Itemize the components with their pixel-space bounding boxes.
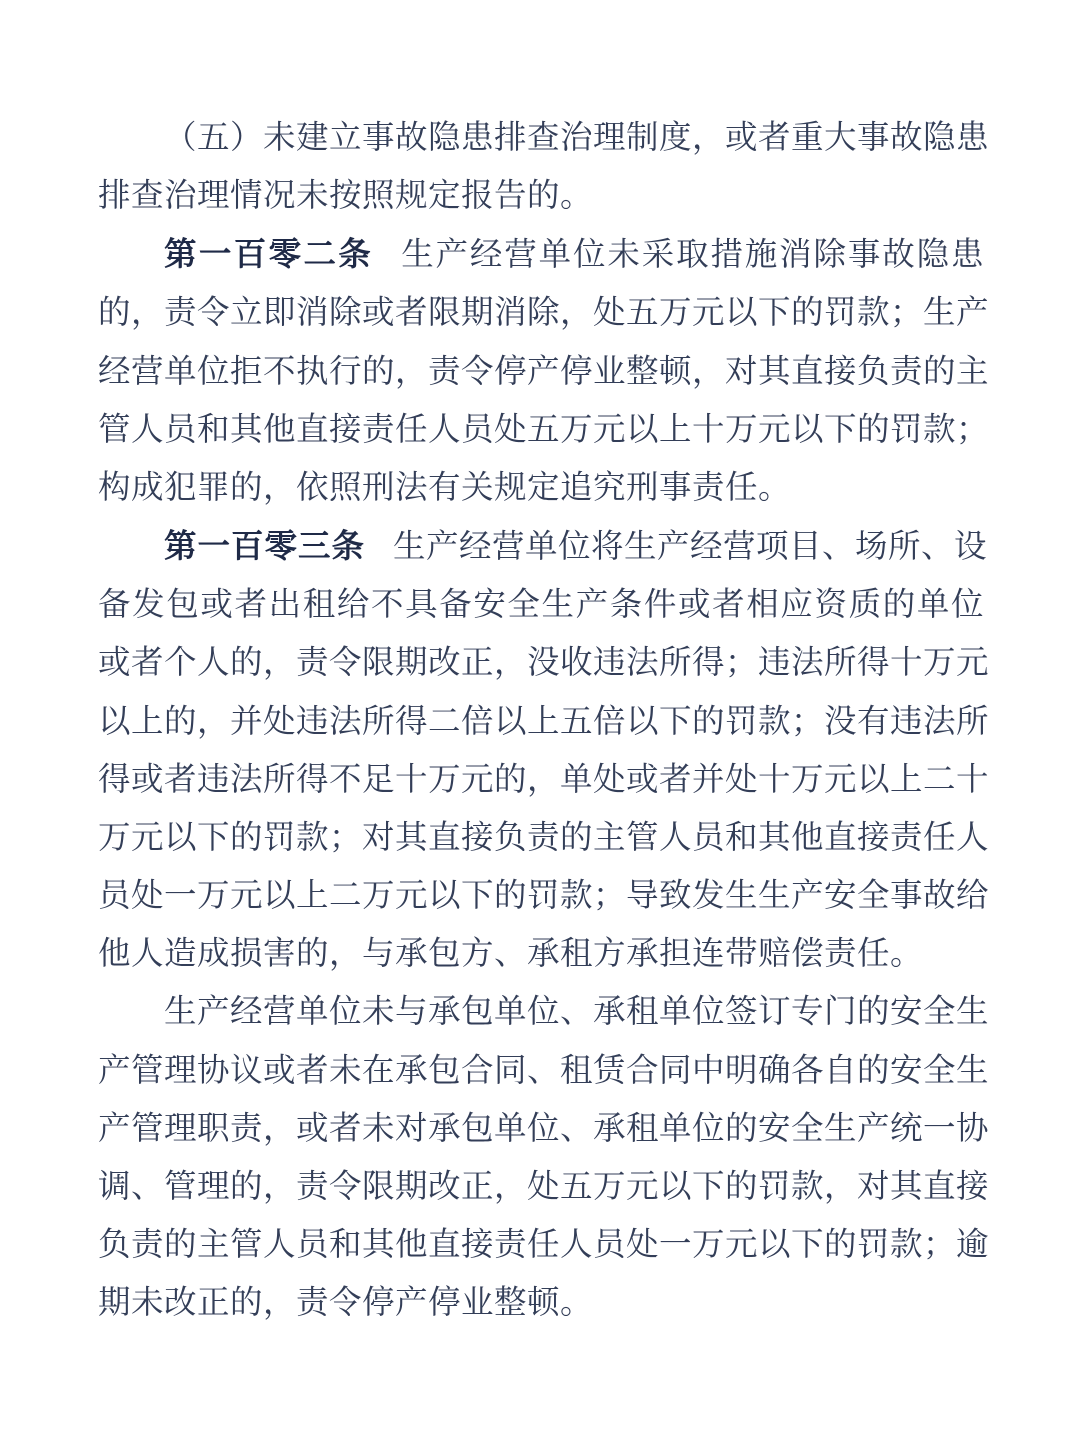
text-line [98,925,984,983]
article-number: 第一百零二条 [164,236,374,273]
text-line [98,983,990,1041]
line-text: 期未改正的，责令停产停业整顿。 [98,1285,594,1322]
text-line [98,109,990,167]
line-text: 的，责令立即消除或者限期消除，处五万元以下的罚款；生产 [98,295,990,332]
line-text: 生产经营单位将生产经营项目、场所、设 [393,529,988,566]
line-text: 以上的，并处违法所得二倍以上五倍以下的罚款；没有违法所 [98,703,990,740]
article-number: 第一百零三条 [164,528,366,565]
line-text: （五）未建立事故隐患排查治理制度，或者重大事故隐患 [164,120,990,156]
line-text: 员处一万元以上二万元以下的罚款；导致发生生产安全事故给 [98,878,990,915]
text-line [98,1274,984,1332]
line-text: 调、管理的，责令限期改正，处五万元以下的罚款，对其直接 [98,1168,990,1205]
line-text: 备发包或者出租给不具备安全生产条件或者相应资质的单位 [98,587,984,624]
line-text: 他人造成损害的，与承包方、承租方承担连带赔偿责任。 [98,936,924,973]
text-line [98,1158,990,1216]
line-text: 管人员和其他直接责任人员处五万元以上十万元以下的罚款； [98,411,990,448]
text-line [98,1216,990,1274]
text-line [98,343,990,401]
text-line [98,867,990,925]
text-line [98,1042,990,1100]
text-line [98,634,990,692]
line-text: 或者个人的，责令限期改正，没收违法所得；违法所得十万元 [98,645,990,682]
article-line [98,225,984,284]
line-text: 负责的主管人员和其他直接责任人员处一万元以下的罚款；逾 [98,1226,990,1263]
line-text: 万元以下的罚款；对其直接负责的主管人员和其他直接责任人 [98,819,990,856]
text-line [98,401,990,459]
text-line [98,167,984,225]
article-line [98,517,988,576]
text-line [98,809,990,867]
text-line [98,576,984,634]
line-text: 产管理协议或者未在承包合同、租赁合同中明确各自的安全生 [98,1052,990,1089]
line-text: 生产经营单位未采取措施消除事故隐患 [401,237,984,274]
text-line [98,751,990,809]
line-text: 构成犯罪的，依照刑法有关规定追究刑事责任。 [98,469,792,506]
text-line [98,693,990,751]
text-line [98,284,990,342]
legal-text-block [98,109,990,1332]
text-line [98,459,984,517]
text-line [98,1100,990,1158]
line-text: 排查治理情况未按照规定报告的。 [98,178,594,215]
line-text: 产管理职责，或者未对承包单位、承租单位的安全生产统一协 [98,1110,990,1147]
line-text: 生产经营单位未与承包单位、承租单位签订专门的安全生 [164,994,990,1031]
line-text: 得或者违法所得不足十万元的，单处或者并处十万元以上二十 [98,761,990,798]
line-text: 经营单位拒不执行的，责令停产停业整顿，对其直接负责的主 [98,353,990,390]
